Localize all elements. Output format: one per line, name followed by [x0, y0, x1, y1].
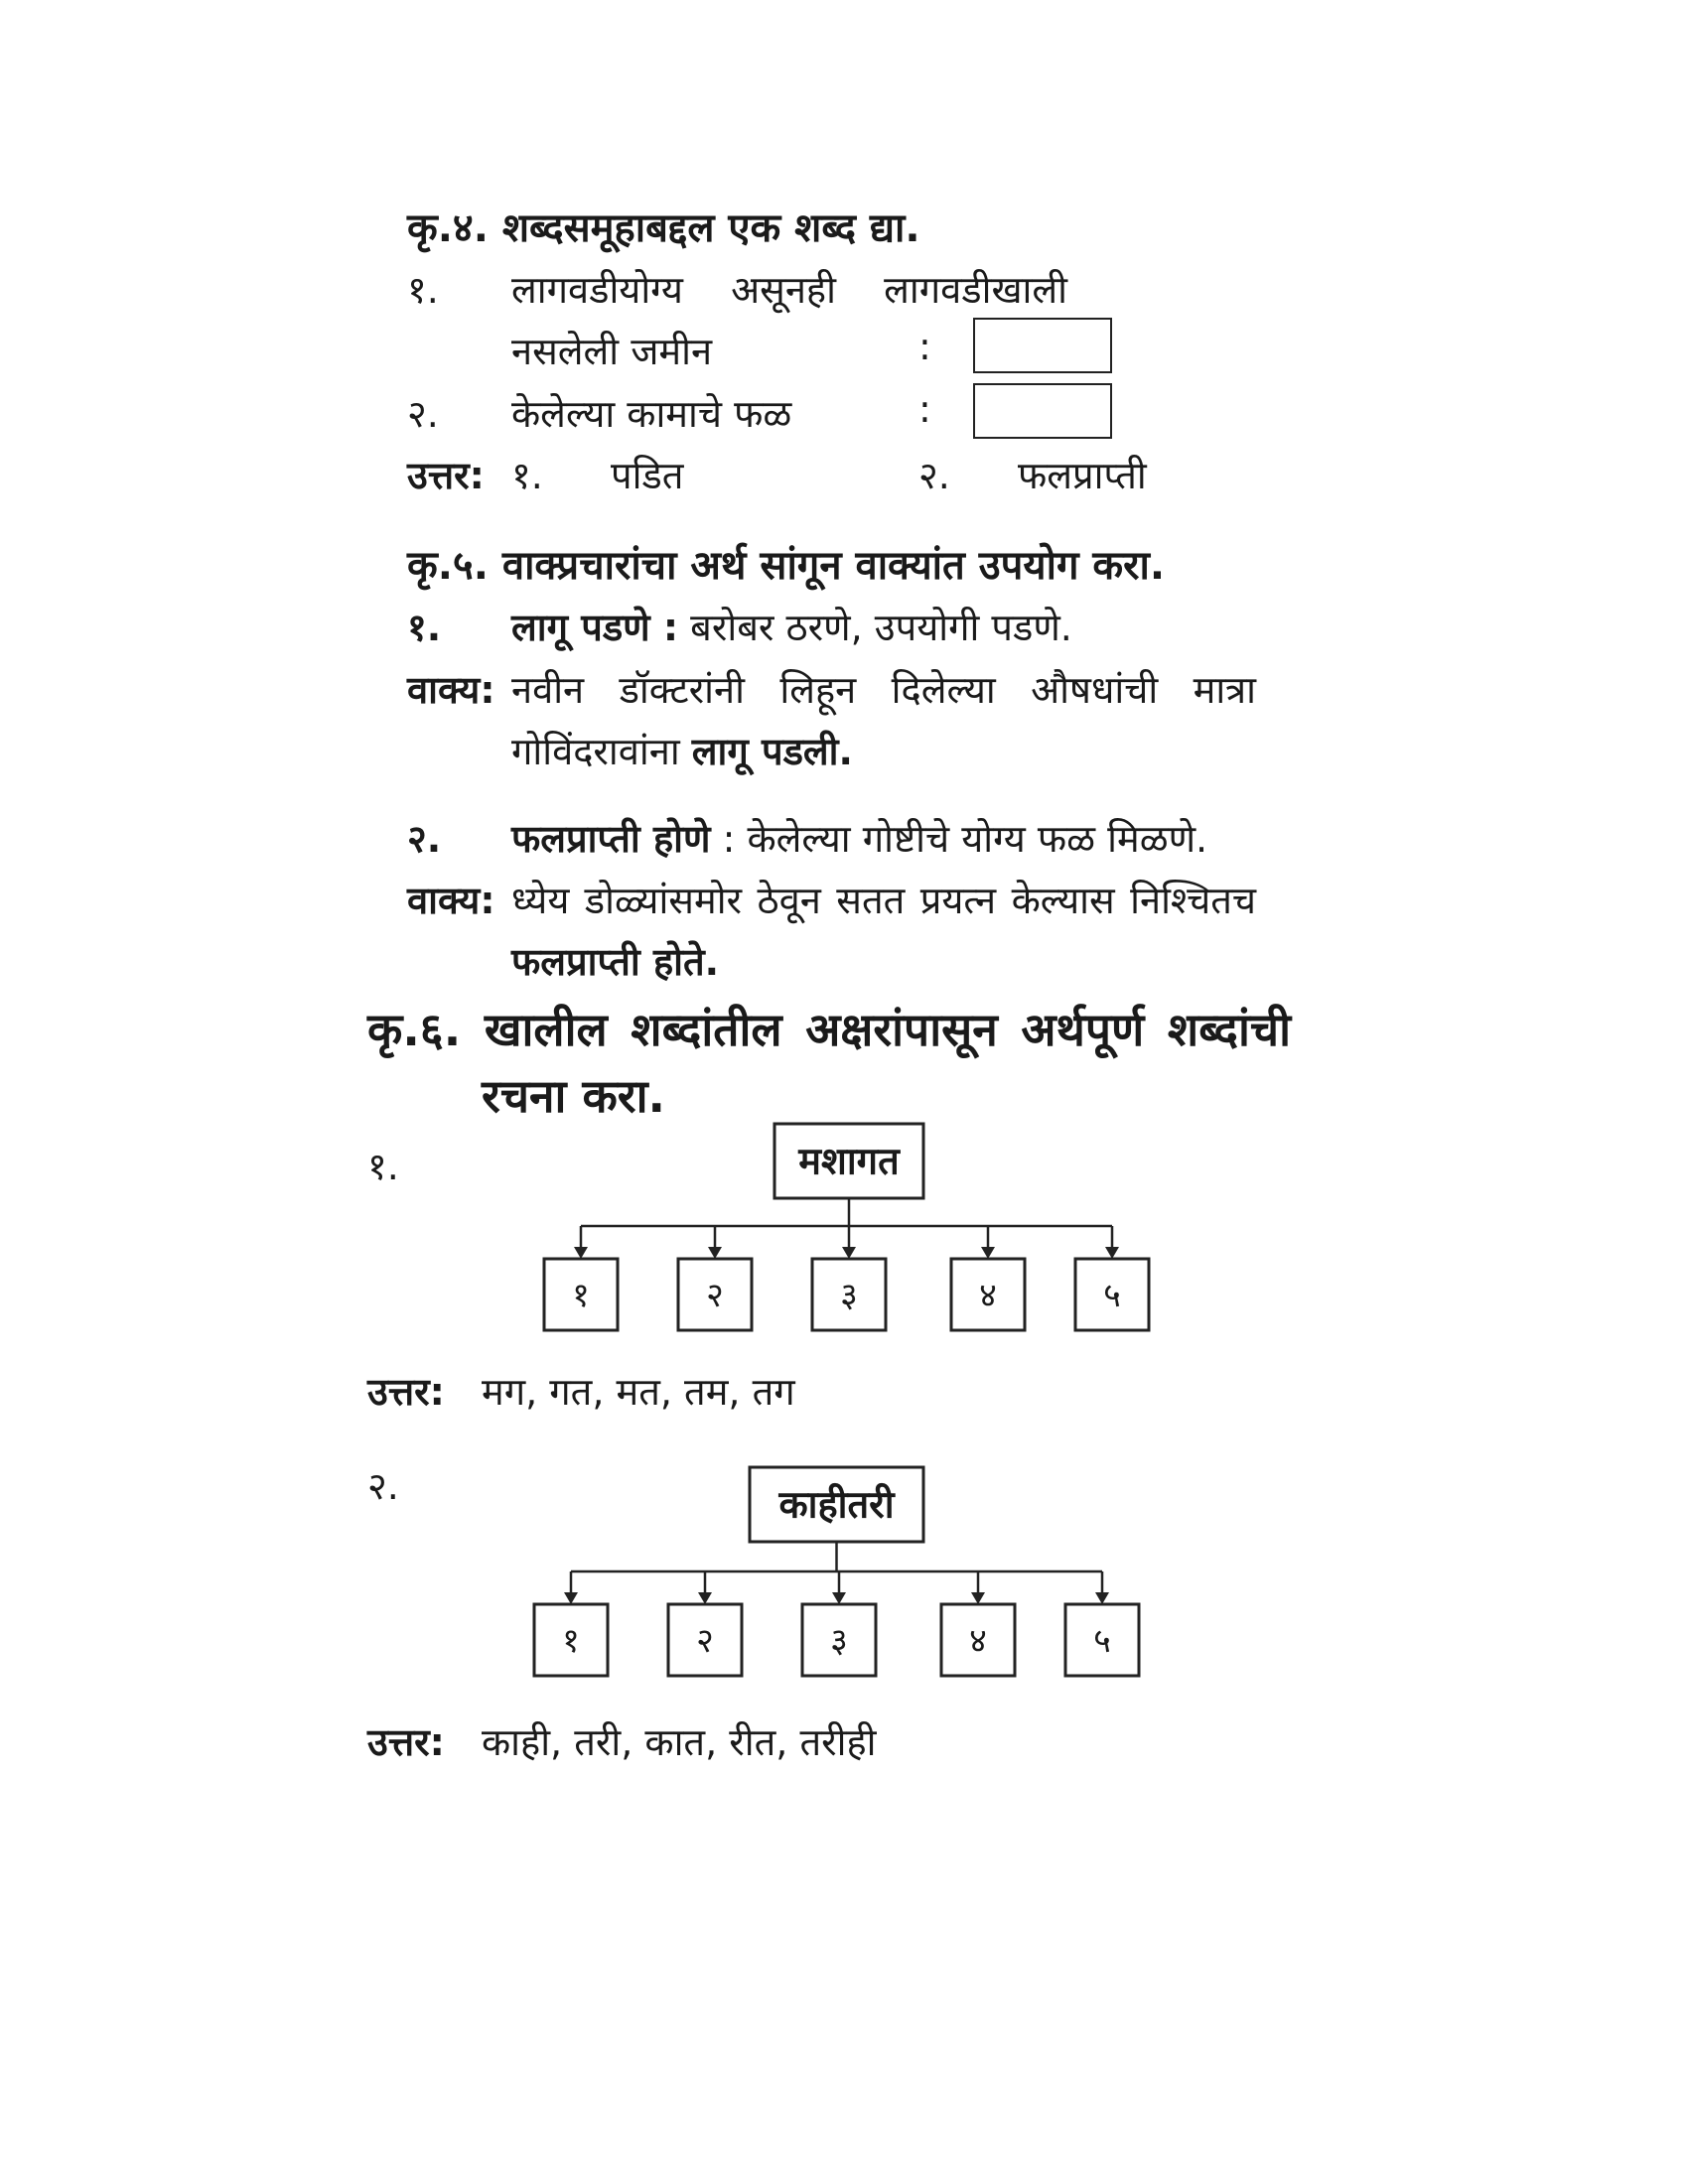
q6-tree2-arrowhead-4 [971, 1592, 985, 1604]
q6-tree1-box-label-5: ५ [1103, 1276, 1121, 1315]
q5-item1-number: १. [407, 606, 442, 649]
q6-tree2-arrowhead-5 [1095, 1592, 1109, 1604]
q6-tree2-word: काहीतरी [778, 1482, 895, 1527]
q4-item1-number: १. [407, 268, 439, 312]
q6-tree2-box-label-3: ३ [830, 1621, 848, 1661]
q6-heading-line1: कृ.६. खालील शब्दांतील अक्षरांपासून अर्थपूर्ण शब्दांची [367, 1003, 1291, 1056]
q4-answer2-text: फलप्राप्ती [1018, 454, 1147, 497]
q6-tree2-number: २. [367, 1464, 399, 1508]
q5-item2-sentence-line1: ध्येय डोळ्यांसमोर ठेवून सतत प्रयत्न केल्यास निश्चितच [511, 879, 1256, 922]
q5-item1-sentence-highlight: लागू पडली. [691, 730, 853, 773]
q4-answer1-number: १. [511, 454, 543, 497]
q6-heading-line2: रचना करा. [482, 1069, 666, 1123]
q6-tree2-arrowhead-3 [832, 1592, 846, 1604]
q5-item2-sentence-label: वाक्य: [407, 879, 495, 922]
q6-tree2-answer-label: उत्तर: [367, 1720, 445, 1764]
q6-tree2-box-label-5: ५ [1093, 1621, 1111, 1661]
q4-answer-label: उत्तर: [407, 454, 485, 497]
q6-tree1-word: मशागत [798, 1139, 900, 1183]
q5-heading: कृ.५. वाक्प्रचारांचा अर्थ सांगून वाक्यांत उपयोग करा. [407, 543, 1166, 589]
q6-tree1-answer: मग, गत, मत, तम, तग [482, 1370, 795, 1414]
q5-item2-phrase: फलप्राप्ती होणे [511, 817, 711, 861]
q6-tree2-arrowhead-1 [564, 1592, 578, 1604]
q4-answer2-number: २. [918, 454, 950, 497]
q4-item2-number: २. [407, 392, 439, 436]
q5-item1-sentence-line1: नवीन डॉक्टरांनी लिहून दिलेल्या औषधांची मात्रा [511, 668, 1256, 712]
q5-item2-meaning: : केलेल्या गोष्टीचे योग्य फळ मिळणे. [722, 817, 1208, 861]
q6-tree1-box-label-1: १ [572, 1276, 590, 1315]
q4-heading: कृ.४. शब्दसमूहाबद्दल एक शब्द द्या. [407, 205, 920, 251]
q6-tree1-answer-label: उत्तर: [367, 1370, 445, 1414]
q6-tree2-box-label-2: २ [696, 1621, 714, 1661]
q5-item1-sentence-plain: गोविंदरावांना [511, 730, 680, 773]
q6-tree2-box-label-4: ४ [969, 1621, 987, 1661]
q6-tree1-number: १. [367, 1145, 399, 1188]
q6-tree2-arrowhead-2 [698, 1592, 712, 1604]
q6-tree1-box-label-4: ४ [979, 1276, 997, 1315]
q4-item2-line1: केलेल्या कामाचे फळ [511, 392, 792, 436]
q4-item1-line2: नसलेली जमीन [511, 330, 713, 373]
q6-tree1-box-label-2: २ [706, 1276, 724, 1315]
q4-item2-colon: : [918, 387, 931, 431]
q4-answer1-text: पडित [611, 454, 684, 497]
q5-item1-phrase: लागू पडणे : [511, 606, 679, 649]
q4-item1-line1: लागवडीयोग्य असूनही लागवडीखाली [511, 268, 1067, 312]
q6-tree2-answer: काही, तरी, कात, रीत, तरीही [482, 1720, 877, 1764]
q4-item1-colon: : [918, 325, 931, 368]
q6-tree1-box-label-3: ३ [840, 1276, 858, 1315]
q6-tree2-box-label-1: १ [562, 1621, 580, 1661]
q5-item2-number: २. [407, 817, 442, 861]
q5-item2-sentence-line2: फलप्राप्ती होते. [511, 940, 720, 984]
q5-item1-meaning: बरोबर ठरणे, उपयोगी पडणे. [690, 606, 1072, 649]
q5-item1-sentence-label: वाक्य: [407, 668, 495, 712]
